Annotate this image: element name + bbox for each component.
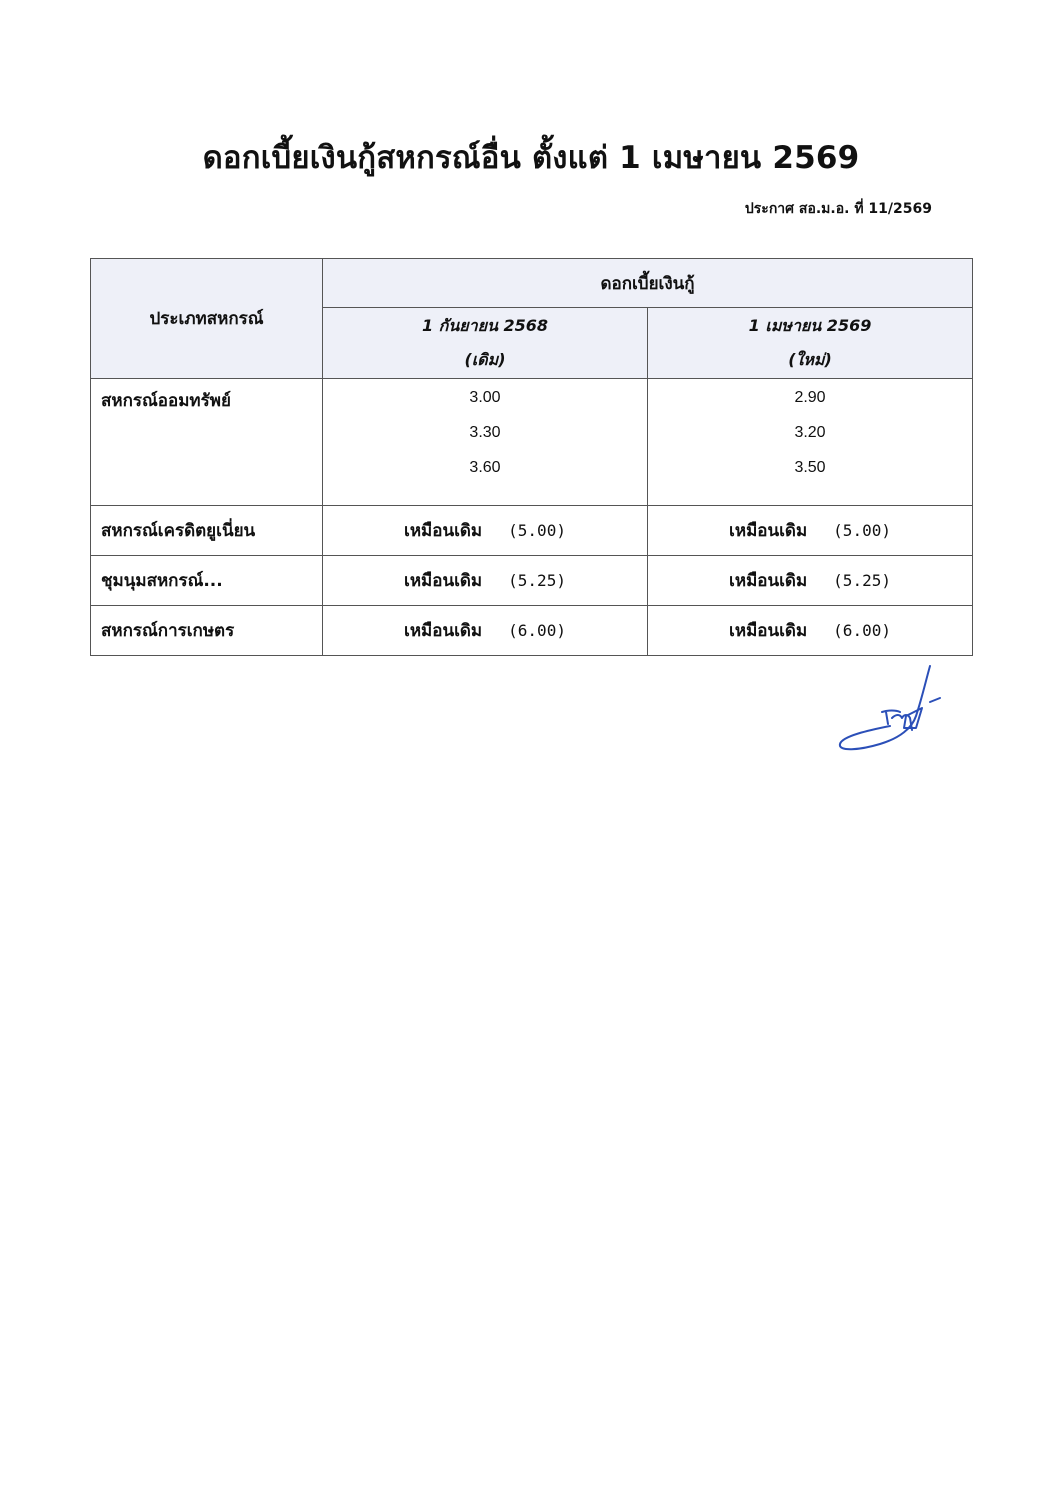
new-rate-value: 3.20 (794, 424, 826, 441)
table-row (91, 506, 973, 556)
page-title: ดอกเบี้ยเงินกู้สหกรณ์อื่น ตั้งแต่ 1 เมษายน 2569 (202, 140, 860, 176)
old-rate-value: 3.60 (469, 459, 501, 476)
new-rate-tag: (ใหม่) (788, 350, 832, 369)
old-rate-value: (6.00) (508, 621, 566, 640)
table-header-row (91, 259, 973, 308)
signature-image (830, 660, 950, 760)
old-rate-cell (323, 506, 648, 556)
new-rate-cell (648, 506, 973, 556)
old-rate-value: 3.00 (469, 389, 501, 406)
new-rate-value: (5.00) (833, 521, 891, 540)
old-rate-value: 3.30 (469, 424, 501, 441)
new-rate-value: (6.00) (833, 621, 891, 640)
interest-rate-table (90, 258, 973, 656)
new-rate-cell (648, 606, 973, 656)
new-rate-value: 3.50 (794, 459, 826, 476)
unchanged-label: เหมือนเดิม (729, 621, 808, 641)
old-rate-value: (5.00) (508, 521, 566, 540)
new-rate-value: (5.25) (833, 571, 891, 590)
unchanged-label: เหมือนเดิม (729, 521, 808, 541)
unchanged-label: เหมือนเดิม (404, 571, 483, 591)
new-rate-header (648, 308, 973, 379)
old-rate-tag: (เดิม) (464, 350, 506, 369)
old-rate-header (323, 308, 648, 379)
unchanged-label: เหมือนเดิม (404, 521, 483, 541)
old-rate-value: (5.25) (508, 571, 566, 590)
cooperative-type-header: ประเภทสหกรณ์ (91, 259, 323, 379)
table-row (91, 606, 973, 656)
cooperative-type: สหกรณ์ออมทรัพย์ (91, 379, 323, 506)
table-row (91, 556, 973, 606)
old-rate-cell (323, 556, 648, 606)
announcement-reference: ประกาศ สอ.ม.อ. ที่ 11/2569 (744, 201, 932, 217)
new-rate-value: 2.90 (794, 389, 826, 406)
new-rate-cell (648, 379, 973, 506)
cooperative-type: สหกรณ์การเกษตร (91, 606, 323, 656)
new-rate-cell (648, 556, 973, 606)
unchanged-label: เหมือนเดิม (404, 621, 483, 641)
cooperative-type: ชุมนุมสหกรณ์... (91, 556, 323, 606)
old-rate-date: 1 กันยายน 2568 (421, 316, 549, 335)
cooperative-type: สหกรณ์เครดิตยูเนี่ยน (91, 506, 323, 556)
old-rate-cell (323, 379, 648, 506)
unchanged-label: เหมือนเดิม (729, 571, 808, 591)
new-rate-date: 1 เมษายน 2569 (748, 316, 872, 335)
old-rate-cell (323, 606, 648, 656)
loan-interest-header: ดอกเบี้ยเงินกู้ (323, 259, 973, 308)
table-row (91, 379, 973, 506)
